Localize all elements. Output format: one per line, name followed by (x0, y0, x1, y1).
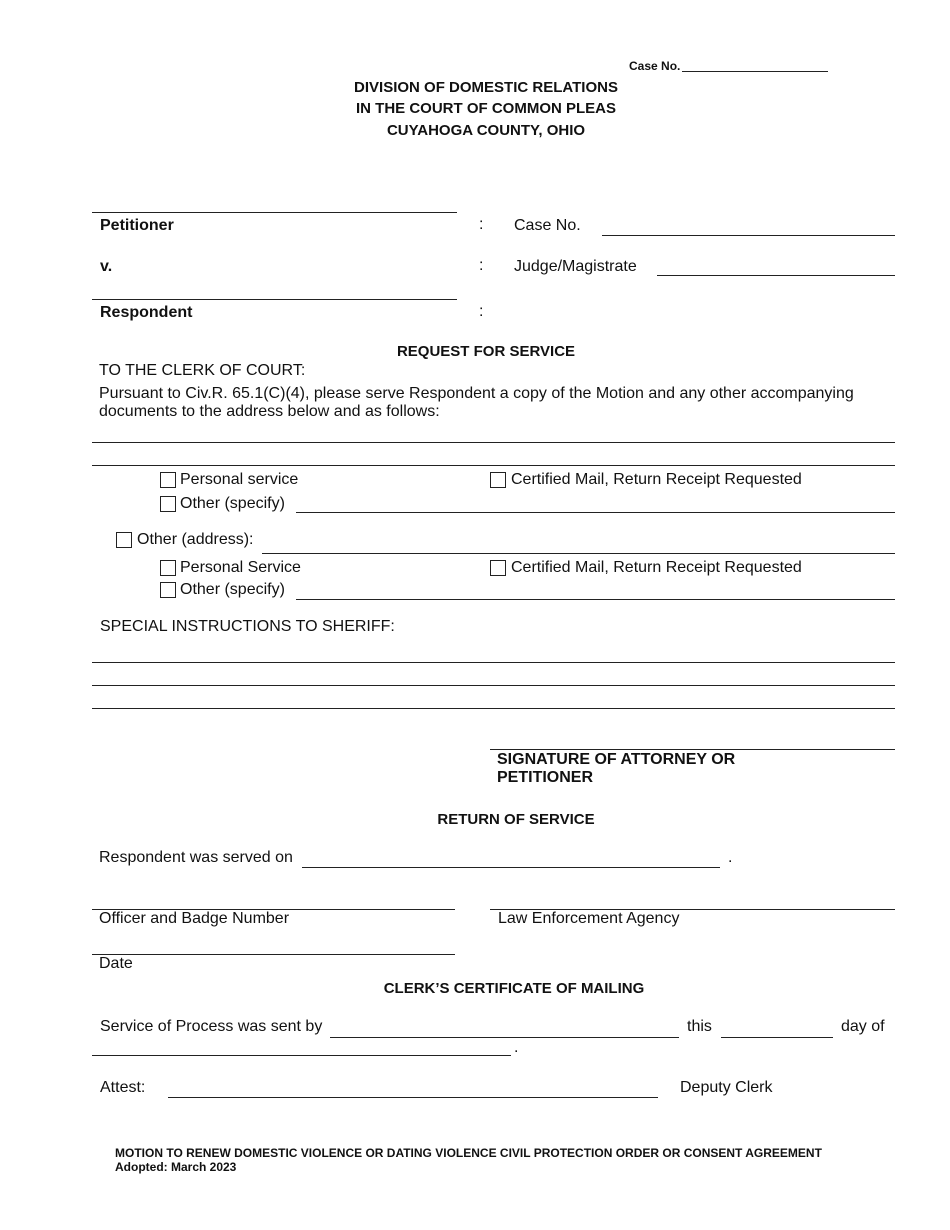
petitioner-label: Petitioner (100, 217, 174, 234)
certified-mail-2-label: Certified Mail, Return Receipt Requested (511, 559, 802, 576)
other-address-checkbox[interactable] (116, 532, 132, 548)
caption-colon: : (479, 216, 484, 233)
other-specify-2-label: Other (specify) (180, 581, 285, 598)
this-label: this (687, 1018, 712, 1035)
request-for-service-title: REQUEST FOR SERVICE (396, 343, 576, 360)
date-label: Date (99, 955, 133, 972)
certified-mail-label: Certified Mail, Return Receipt Requested (511, 471, 802, 488)
special-instructions-label: SPECIAL INSTRUCTIONS TO SHERIFF: (100, 618, 395, 635)
personal-service-label: Personal service (180, 471, 299, 488)
personal-service-2-checkbox[interactable] (160, 560, 176, 576)
instructions-line[interactable] (92, 685, 895, 686)
other-specify-2-checkbox[interactable] (160, 582, 176, 598)
personal-service-checkbox[interactable] (160, 472, 176, 488)
agency-label: Law Enforcement Agency (498, 910, 680, 927)
other-specify-checkbox[interactable] (160, 496, 176, 512)
clerk-certificate-title: CLERK’S CERTIFICATE OF MAILING (383, 980, 645, 997)
other-specify-2-line[interactable] (296, 599, 895, 600)
month-year-period: . (514, 1039, 519, 1056)
case-no-label: Case No. (514, 217, 581, 234)
served-on-label: Respondent was served on (99, 849, 293, 866)
other-specify-line[interactable] (296, 512, 895, 513)
form-title: MOTION TO RENEW DOMESTIC VIOLENCE OR DATING VIOLENCE CIVIL PROTECTION ORDER OR CONSENT AGREEMENT (115, 1146, 822, 1160)
attest-line[interactable] (168, 1097, 658, 1098)
served-on-period: . (728, 849, 733, 866)
day-of-label: day of (841, 1018, 885, 1035)
address-line[interactable] (92, 442, 895, 443)
served-on-line[interactable] (302, 867, 720, 868)
certified-mail-2-checkbox[interactable] (490, 560, 506, 576)
attest-label: Attest: (100, 1079, 146, 1096)
court-division: DIVISION OF DOMESTIC RELATIONS (354, 79, 618, 96)
other-specify-label: Other (specify) (180, 495, 285, 512)
address-line[interactable] (92, 465, 895, 466)
header-case-no-line[interactable] (682, 71, 828, 72)
respondent-name-line[interactable] (92, 299, 457, 300)
month-year-line[interactable] (92, 1055, 511, 1056)
versus-label: v. (100, 258, 113, 275)
sent-by-label: Service of Process was sent by (100, 1018, 323, 1035)
certified-mail-checkbox[interactable] (490, 472, 506, 488)
personal-service-2-label: Personal Service (180, 559, 301, 576)
signature-label-line2: PETITIONER (497, 769, 594, 786)
court-name: IN THE COURT OF COMMON PLEAS (356, 100, 616, 117)
court-county: CUYAHOGA COUNTY, OHIO (386, 122, 586, 139)
caption-colon: : (479, 257, 484, 274)
deputy-clerk-label: Deputy Clerk (680, 1079, 773, 1096)
header-case-no-label: Case No. (629, 59, 681, 73)
petitioner-name-line[interactable] (92, 212, 457, 213)
other-address-label: Other (address): (137, 531, 254, 548)
return-of-service-title: RETURN OF SERVICE (437, 811, 595, 828)
officer-label: Officer and Badge Number (99, 910, 290, 927)
day-line[interactable] (721, 1037, 833, 1038)
date-line[interactable] (92, 954, 455, 955)
sent-by-line[interactable] (330, 1037, 679, 1038)
instructions-line[interactable] (92, 708, 895, 709)
adopted-date: Adopted: March 2023 (115, 1160, 237, 1174)
signature-label-line1: SIGNATURE OF ATTORNEY OR (497, 751, 736, 768)
judge-magistrate-line[interactable] (657, 275, 895, 276)
case-no-line[interactable] (602, 235, 895, 236)
instructions-line[interactable] (92, 662, 895, 663)
signature-line[interactable] (490, 749, 895, 750)
respondent-label: Respondent (100, 304, 193, 321)
request-body-line2: documents to the address below and as follows: (99, 403, 440, 420)
request-body-line1: Pursuant to Civ.R. 65.1(C)(4), please serve Respondent a copy of the Motion and any other accompanying (99, 385, 854, 402)
other-address-line[interactable] (262, 553, 895, 554)
caption-colon: : (479, 303, 484, 320)
judge-magistrate-label: Judge/Magistrate (514, 258, 637, 275)
to-clerk-label: TO THE CLERK OF COURT: (99, 362, 306, 379)
